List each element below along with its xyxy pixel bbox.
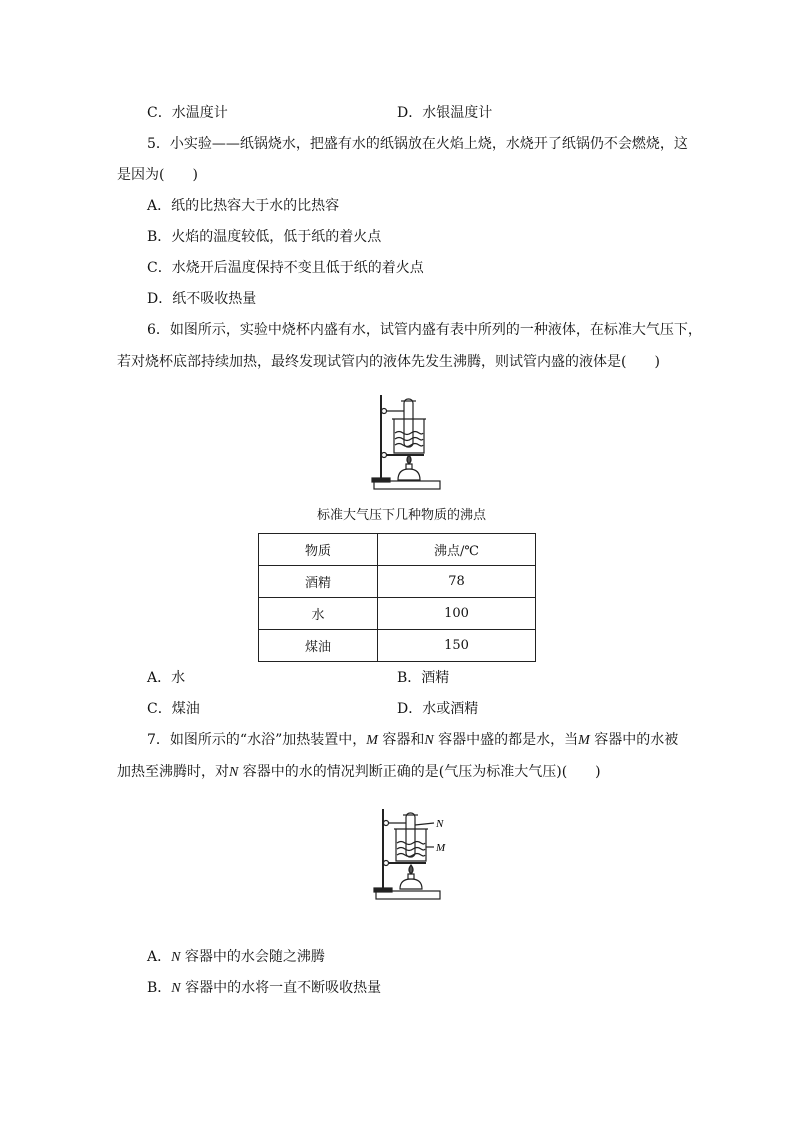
table-row bbox=[259, 630, 536, 662]
table-row bbox=[259, 566, 536, 598]
q6-option-c: C．煤油 bbox=[147, 701, 200, 717]
boiling-point-table bbox=[258, 533, 536, 662]
q6-option-d: D．水或酒精 bbox=[397, 701, 479, 717]
n-var: N bbox=[171, 950, 181, 965]
n-var: N bbox=[171, 981, 181, 996]
q6-option-a: A．水 bbox=[147, 670, 186, 686]
q5-option-a: A．纸的比热容大于水的比热容 bbox=[147, 198, 340, 214]
q6-table-title: 标准大气压下几种物质的沸点 bbox=[317, 508, 487, 523]
table-header-boiling-point: 沸点/℃ bbox=[378, 534, 536, 566]
m-var: M bbox=[366, 733, 378, 748]
n-var: N bbox=[424, 733, 434, 748]
q6-stem-line1: 6．如图所示，实验中烧杯内盛有水，试管内盛有表中所列的一种液体，在标准大气压下， bbox=[147, 322, 702, 338]
table-header-substance: 物质 bbox=[259, 534, 378, 566]
q5-option-c: C．水烧开后温度保持不变且低于纸的着火点 bbox=[147, 260, 424, 276]
table-row bbox=[259, 598, 536, 630]
label-m: M bbox=[436, 842, 446, 854]
q7-option-b: B．N 容器中的水将一直不断吸收热量 bbox=[147, 980, 382, 996]
table-cell-substance: 酒精 bbox=[259, 566, 378, 598]
q4-option-c: C．水温度计 bbox=[147, 105, 228, 121]
q5-option-d: D．纸不吸收热量 bbox=[147, 291, 257, 307]
table-header-row bbox=[259, 534, 536, 566]
q4-option-d: D．水银温度计 bbox=[397, 105, 493, 121]
table-cell-boiling-point: 78 bbox=[378, 566, 536, 598]
q6-stem-line2: 若对烧杯底部持续加热，最终发现试管内的液体先发生沸腾，则试管内盛的液体是( ) bbox=[117, 354, 660, 370]
q5-option-b: B．火焰的温度较低，低于纸的着火点 bbox=[147, 229, 382, 245]
q7-stem-line1: 7．如图所示的“水浴”加热装置中，M 容器和N 容器中盛的都是水，当M 容器中的水被 bbox=[147, 732, 679, 748]
q7-option-a: A．N 容器中的水会随之沸腾 bbox=[147, 949, 325, 965]
m-var: M bbox=[578, 733, 590, 748]
table-cell-boiling-point: 100 bbox=[378, 598, 536, 630]
label-n: N bbox=[436, 818, 444, 830]
n-var: N bbox=[229, 765, 239, 780]
table-cell-substance: 水 bbox=[259, 598, 378, 630]
q6-apparatus-figure bbox=[368, 389, 448, 493]
q7-stem-line2: 加热至沸腾时，对N 容器中的水的情况判断正确的是(气压为标准大气压)( ) bbox=[117, 764, 601, 780]
q5-stem-line1: 5．小实验——纸锅烧水，把盛有水的纸锅放在火焰上烧，水烧开了纸锅仍不会燃烧，这 bbox=[147, 136, 688, 152]
q6-option-b: B．酒精 bbox=[397, 670, 450, 686]
q7-water-bath-figure bbox=[370, 803, 460, 903]
table-cell-substance: 煤油 bbox=[259, 630, 378, 662]
table-cell-boiling-point: 150 bbox=[378, 630, 536, 662]
q5-stem-line2: 是因为( ) bbox=[117, 167, 198, 183]
